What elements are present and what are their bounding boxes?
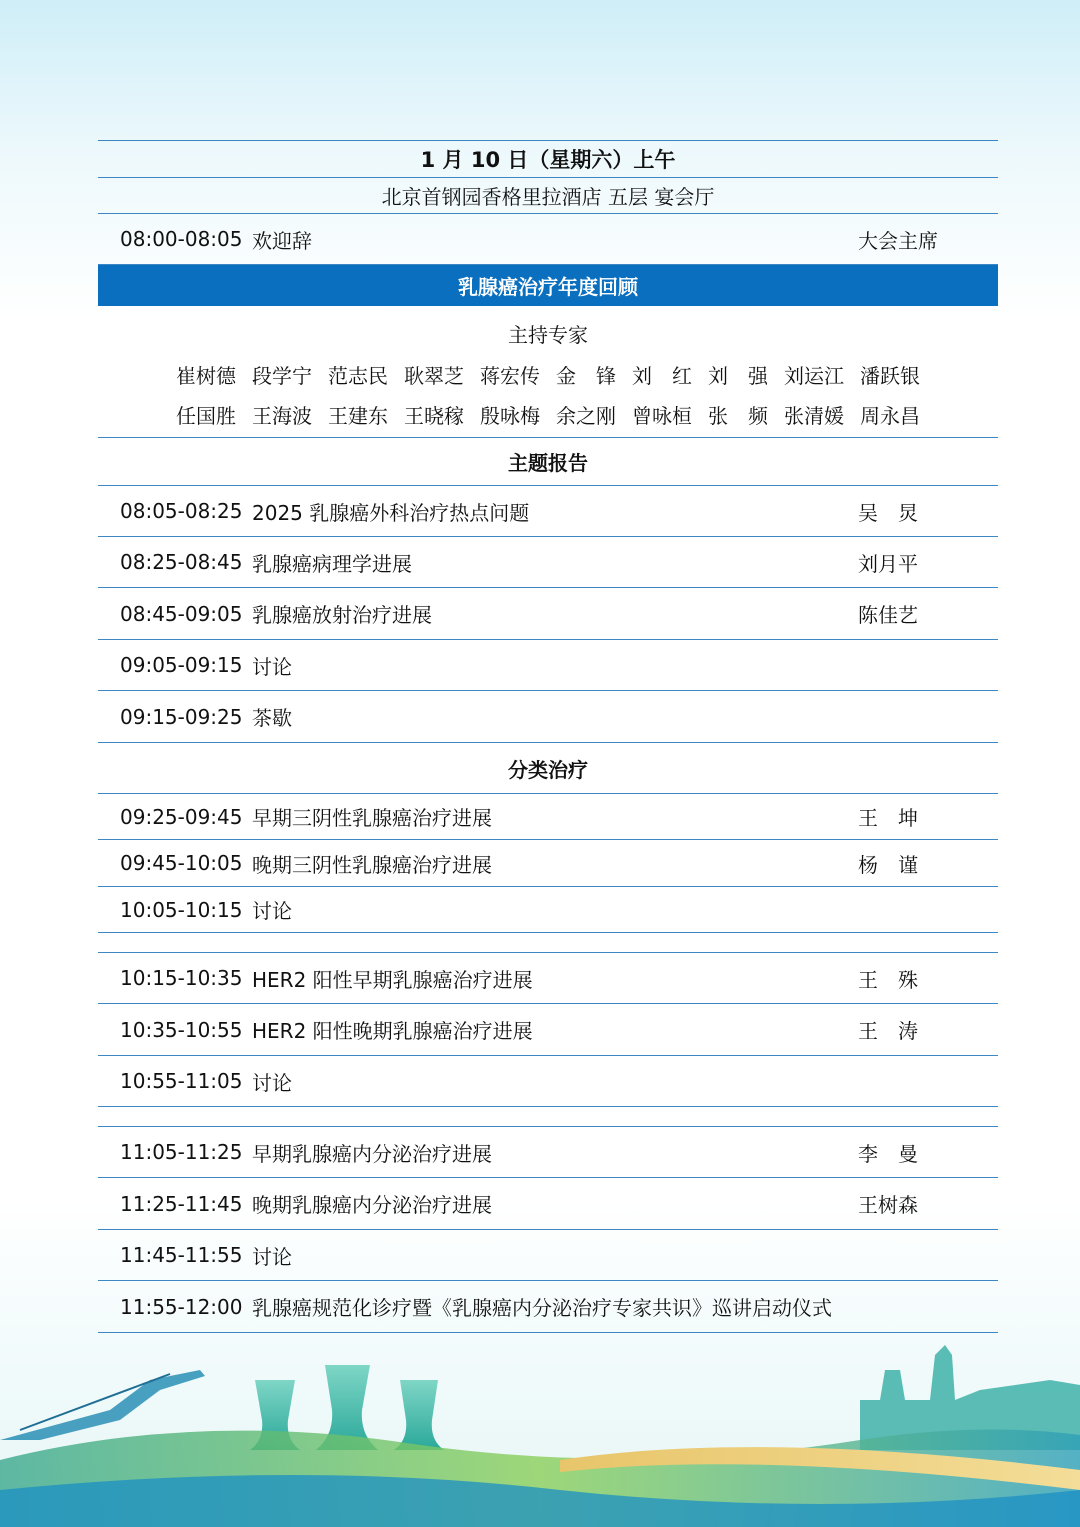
moderator-name: 王晓稼 — [404, 404, 464, 428]
moderator-name: 刘 强 — [708, 364, 768, 388]
speaker-cell: 吴 炅 — [858, 500, 918, 525]
table-row — [98, 1127, 998, 1178]
time-cell: 11:45-11:55 — [120, 1243, 243, 1267]
time-cell: 09:05-09:15 — [120, 653, 243, 677]
topic-cell: 早期乳腺癌内分泌治疗进展 — [252, 1141, 492, 1166]
group-spacer — [98, 1107, 998, 1127]
speaker-cell: 大会主席 — [858, 228, 938, 253]
moderator-name: 任国胜 — [176, 404, 236, 428]
time-cell: 10:55-11:05 — [120, 1069, 243, 1093]
topic-cell: 乳腺癌规范化诊疗暨《乳腺癌内分泌治疗专家共识》巡讲启动仪式 — [252, 1296, 832, 1320]
time-cell: 08:00-08:05 — [120, 227, 243, 251]
ski-jump-structure — [0, 1370, 205, 1440]
city-skyline-illustration — [0, 1340, 1080, 1527]
table-row — [98, 1230, 998, 1281]
topic-cell: HER2 阳性早期乳腺癌治疗进展 — [252, 967, 533, 992]
moderator-name: 王海波 — [252, 404, 312, 428]
time-cell: 10:05-10:15 — [120, 897, 243, 922]
cooling-tower — [394, 1380, 444, 1450]
time-cell: 09:45-10:05 — [120, 851, 243, 875]
speaker-cell: 王 坤 — [858, 806, 918, 830]
table-row — [98, 794, 998, 840]
topic-cell: 乳腺癌病理学进展 — [252, 551, 412, 576]
time-cell: 08:05-08:25 — [120, 499, 243, 523]
moderator-name: 曾咏桓 — [632, 404, 692, 428]
topic-cell: 早期三阴性乳腺癌治疗进展 — [252, 806, 492, 830]
group-spacer — [98, 933, 998, 953]
moderators-row-1 — [98, 356, 998, 396]
session-venue: 北京首钢园香格里拉酒店 五层 宴会厅 — [98, 178, 998, 214]
table-row — [98, 691, 998, 743]
moderator-name: 周永昌 — [860, 404, 920, 428]
topic-cell: 茶歇 — [252, 706, 292, 730]
table-row — [98, 887, 998, 933]
time-cell: 11:55-12:00 — [120, 1294, 243, 1319]
speaker-cell: 杨 谨 — [858, 852, 918, 877]
speaker-cell: 王 涛 — [858, 1019, 918, 1043]
moderator-name: 殷咏梅 — [480, 404, 540, 428]
moderator-name: 张 频 — [708, 404, 768, 428]
table-row — [98, 953, 998, 1004]
moderator-name: 耿翠芝 — [404, 364, 464, 388]
speaker-cell: 李 曼 — [858, 1141, 918, 1166]
time-cell: 08:25-08:45 — [120, 550, 243, 574]
table-row — [98, 1004, 998, 1056]
moderator-name: 余之刚 — [556, 404, 616, 428]
moderator-name: 蒋宏传 — [480, 364, 540, 388]
opening-row — [98, 214, 998, 265]
topic-cell: 讨论 — [252, 1070, 292, 1095]
moderator-name: 张清媛 — [784, 404, 844, 428]
table-row — [98, 1178, 998, 1230]
table-row — [98, 1056, 998, 1107]
moderator-name: 金 锋 — [556, 364, 616, 388]
speaker-cell: 陈佳艺 — [858, 603, 918, 627]
topic-cell: 乳腺癌放射治疗进展 — [252, 603, 432, 627]
moderators-block — [98, 306, 998, 438]
speaker-cell: 王树森 — [858, 1193, 918, 1217]
table-row — [98, 588, 998, 640]
topic-cell: HER2 阳性晚期乳腺癌治疗进展 — [252, 1019, 533, 1043]
topic-cell: 讨论 — [252, 654, 292, 679]
moderator-name: 刘 红 — [632, 364, 692, 388]
speaker-cell: 刘月平 — [858, 551, 918, 576]
moderator-name: 崔树德 — [176, 364, 236, 388]
topic-cell: 晚期三阴性乳腺癌治疗进展 — [252, 852, 492, 877]
table-row — [98, 1281, 998, 1333]
time-cell: 11:25-11:45 — [120, 1191, 243, 1216]
time-cell: 08:45-09:05 — [120, 601, 243, 626]
time-cell: 11:05-11:25 — [120, 1140, 243, 1164]
table-row — [98, 537, 998, 588]
schedule-sheet — [98, 140, 998, 1333]
moderators-title: 主持专家 — [508, 323, 588, 347]
moderator-name: 范志民 — [328, 364, 388, 388]
topic-cell: 讨论 — [252, 1244, 292, 1269]
speaker-cell: 王 殊 — [858, 967, 918, 992]
keynote-heading: 主题报告 — [98, 438, 998, 486]
topic-cell: 2025 乳腺癌外科治疗热点问题 — [252, 500, 530, 525]
moderator-name: 王建东 — [328, 404, 388, 428]
time-cell: 09:25-09:45 — [120, 804, 243, 829]
table-row — [98, 486, 998, 537]
moderator-name: 段学宁 — [252, 364, 312, 388]
time-cell: 10:15-10:35 — [120, 966, 243, 990]
topic-cell: 晚期乳腺癌内分泌治疗进展 — [252, 1193, 492, 1217]
moderator-name: 刘运江 — [784, 364, 844, 388]
table-row — [98, 640, 998, 691]
table-row — [98, 840, 998, 887]
topic-cell: 欢迎辞 — [252, 228, 312, 253]
session-date: 1 月 10 日（星期六）上午 — [98, 141, 998, 178]
session-title-band: 乳腺癌治疗年度回顾 — [98, 265, 998, 306]
moderator-name: 潘跃银 — [860, 364, 920, 388]
moderators-row-2 — [98, 396, 998, 436]
topic-cell: 讨论 — [252, 899, 292, 923]
classified-heading: 分类治疗 — [98, 743, 998, 794]
time-cell: 09:15-09:25 — [120, 704, 243, 729]
time-cell: 10:35-10:55 — [120, 1017, 243, 1042]
